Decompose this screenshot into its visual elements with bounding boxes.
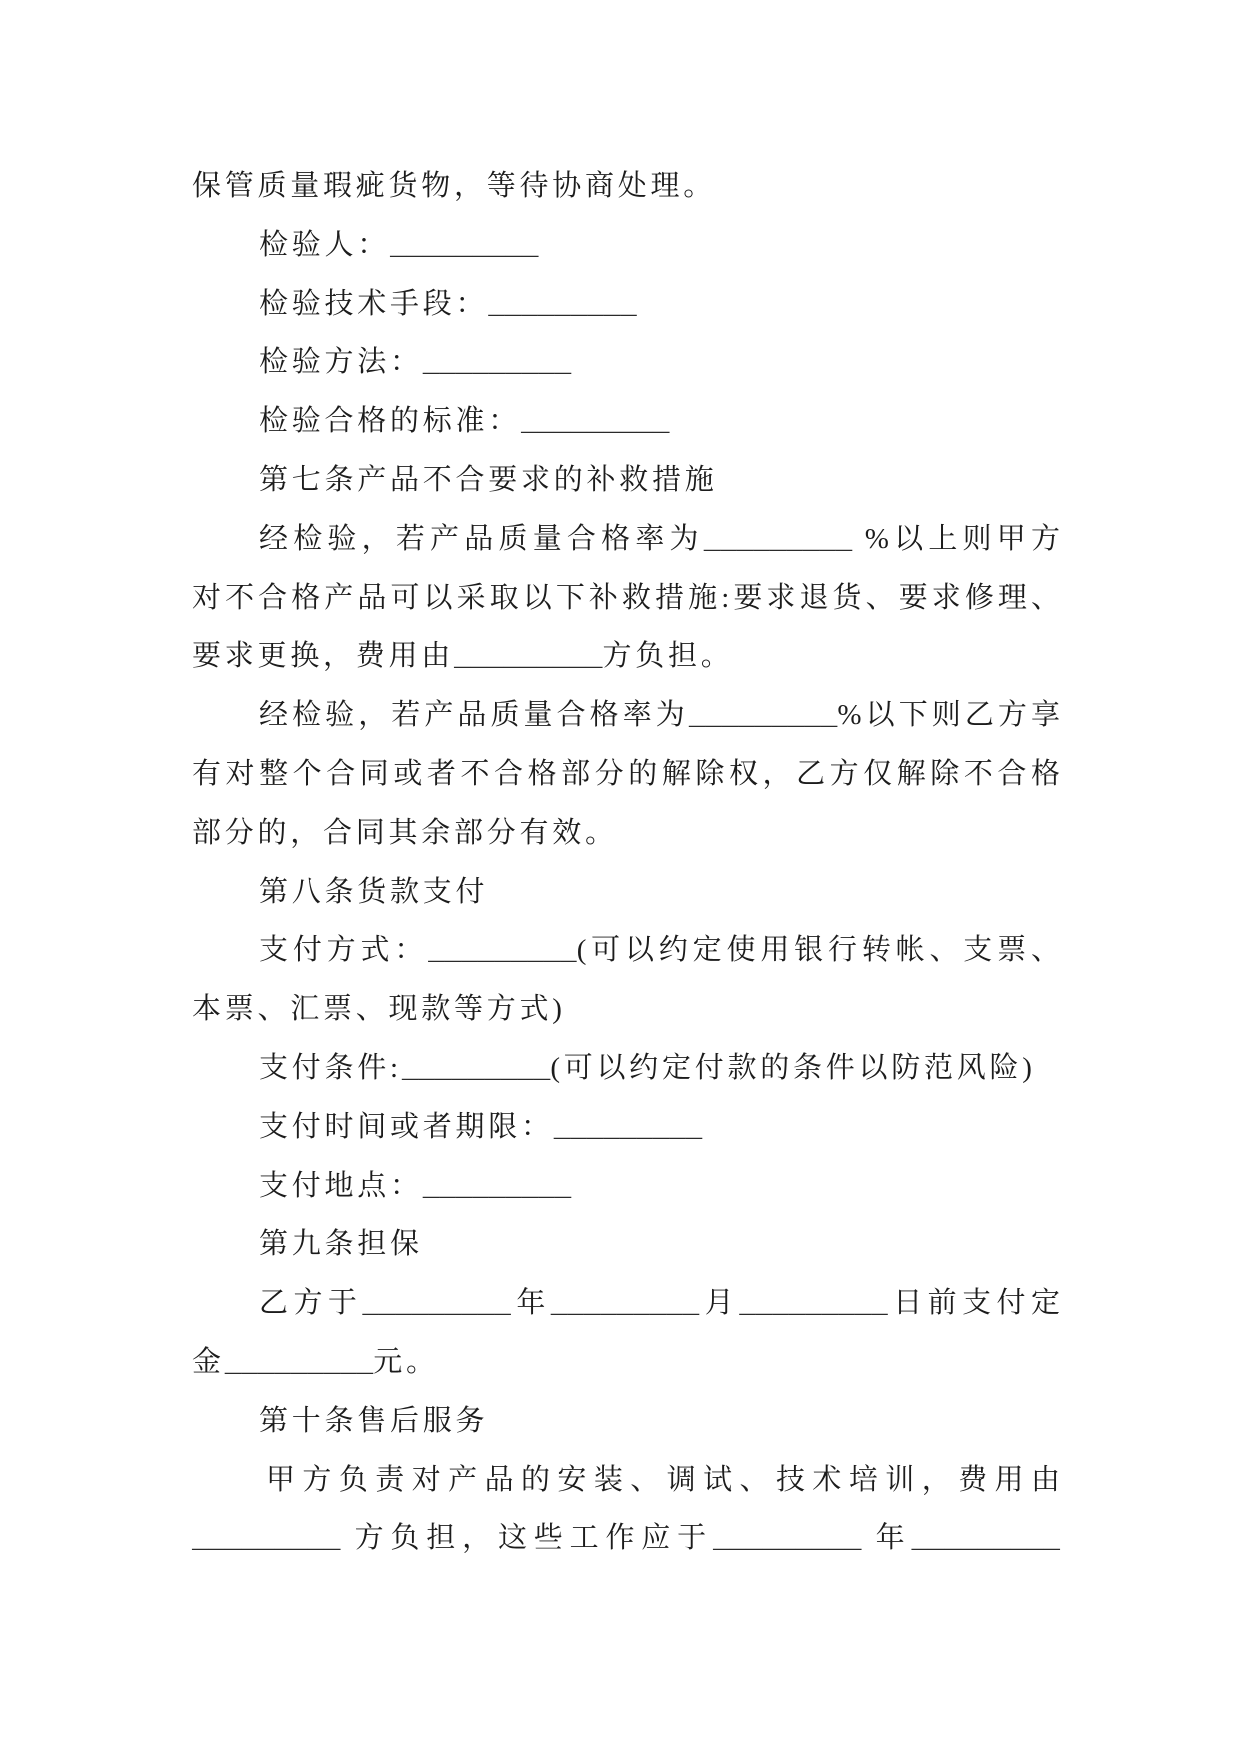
line-text: 方负担，这些工作应于	[340, 1522, 713, 1555]
line-text: 金	[192, 1345, 225, 1378]
text-line	[192, 1039, 1060, 1098]
clause-heading	[192, 1392, 1060, 1451]
text-line	[192, 510, 1060, 569]
field-label: 支付地点：	[259, 1169, 423, 1202]
text-line	[192, 804, 1060, 863]
fill-in-blank: _________	[224, 1348, 374, 1380]
line-text: %以上则甲方	[852, 522, 1060, 555]
line-text: 经检验，若产品质量合格率为	[259, 522, 704, 555]
fill-in-blank: _________	[911, 1525, 1060, 1557]
fill-in-blank: _________	[428, 937, 577, 969]
clause-heading-text: 第八条货款支付	[259, 875, 489, 908]
text-line	[192, 392, 1060, 451]
text-line	[192, 1274, 1060, 1333]
fill-in-blank: _________	[688, 702, 838, 734]
field-label: 检验人：	[259, 228, 391, 261]
text-line	[192, 569, 1060, 628]
clause-heading	[192, 1215, 1060, 1274]
text-line	[192, 1509, 1060, 1568]
text-line	[192, 921, 1060, 980]
line-text: 保管质量瑕疵货物，等待协商处理。	[192, 170, 717, 202]
text-line	[192, 745, 1060, 804]
line-text: 方负担。	[602, 640, 734, 673]
clause-heading-text: 第七条产品不合要求的补救措施	[259, 463, 718, 496]
line-text: 月	[699, 1287, 740, 1320]
fill-in-blank: _________	[192, 1525, 341, 1557]
text-line	[192, 1098, 1060, 1157]
line-text: 要求更换，费用由	[192, 640, 455, 673]
line-text: 日前支付定	[887, 1287, 1060, 1320]
text-line	[192, 275, 1060, 334]
clause-heading	[192, 863, 1060, 922]
clause-heading	[192, 451, 1060, 510]
field-label: 支付条件:	[259, 1051, 402, 1084]
line-text: 元。	[373, 1345, 439, 1378]
fill-in-blank: _________	[362, 1290, 511, 1322]
text-line	[192, 627, 1060, 686]
fill-in-blank: _________	[703, 525, 853, 557]
text-line	[192, 980, 1060, 1039]
line-text: 年	[861, 1522, 912, 1555]
line-text: 年	[510, 1287, 551, 1320]
clause-heading-text: 第九条担保	[259, 1228, 423, 1261]
field-label: 检验合格的标准：	[259, 405, 522, 438]
fill-in-blank: _________	[422, 349, 572, 381]
text-line	[192, 1333, 1060, 1392]
line-text: 部分的，合同其余部分有效。	[192, 816, 618, 849]
line-text: 对不合格产品可以采取以下补救措施:要求退货、要求修理、	[192, 581, 1060, 614]
line-text: (可以约定使用银行转帐、支票、	[576, 934, 1060, 967]
fill-in-blank: _________	[488, 290, 637, 322]
text-line	[192, 157, 1060, 216]
fill-in-blank: _________	[390, 231, 539, 263]
line-text: 乙方于	[259, 1287, 363, 1320]
text-line	[192, 1451, 1060, 1510]
fill-in-blank: _________	[521, 408, 670, 440]
field-label: 检验技术手段：	[259, 287, 489, 320]
line-text: 经检验，若产品质量合格率为	[259, 699, 689, 732]
fill-in-blank: _________	[454, 643, 603, 675]
clause-heading-text: 第十条售后服务	[259, 1404, 489, 1437]
text-line	[192, 333, 1060, 392]
fill-in-blank: _________	[739, 1290, 888, 1322]
line-text: %以下则乙方享	[837, 699, 1060, 732]
document-page	[192, 157, 1060, 1568]
fill-in-blank: _________	[401, 1054, 551, 1086]
text-line	[192, 1157, 1060, 1216]
fill-in-blank: _________	[422, 1172, 572, 1204]
fill-in-blank: _________	[553, 1113, 703, 1145]
line-text: 有对整个合同或者不合格部分的解除权，乙方仅解除不合格	[192, 757, 1060, 790]
line-text: 本票、汇票、现款等方式)	[192, 993, 566, 1026]
line-text: 甲方负责对产品的安装、调试、技术培训，费用由	[266, 1463, 1060, 1496]
line-text: (可以约定付款的条件以防范风险)	[550, 1051, 1036, 1084]
field-label: 支付时间或者期限：	[259, 1110, 554, 1143]
fill-in-blank: _________	[712, 1525, 862, 1557]
field-label: 支付方式：	[259, 934, 429, 967]
fill-in-blank: _________	[550, 1290, 700, 1322]
field-label: 检验方法：	[259, 346, 423, 379]
text-line	[192, 216, 1060, 275]
text-line	[192, 686, 1060, 745]
